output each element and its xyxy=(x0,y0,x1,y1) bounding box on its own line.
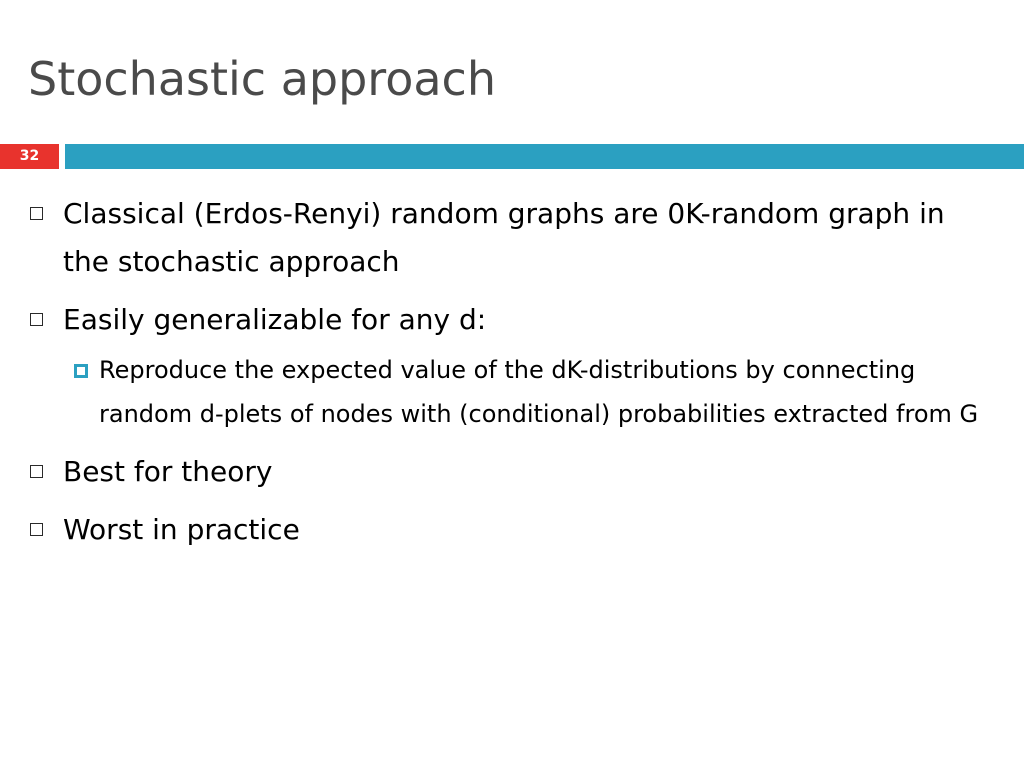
hollow-square-bullet-icon xyxy=(30,465,43,478)
filled-square-bullet-icon xyxy=(74,364,88,378)
bullet-text: Best for theory xyxy=(63,455,273,488)
hollow-square-bullet-icon xyxy=(30,523,43,536)
bullet-text: Worst in practice xyxy=(63,513,300,546)
bullet-item xyxy=(63,448,968,496)
header-accent-bar xyxy=(65,144,1024,169)
bullet-item xyxy=(63,190,968,286)
bullet-text: Easily generalizable for any d: xyxy=(63,303,487,336)
bullet-item xyxy=(63,506,968,554)
bullet-item xyxy=(63,296,968,344)
sub-bullet-item xyxy=(99,348,979,436)
slide-title: Stochastic approach xyxy=(28,52,496,106)
bullet-text: Classical (Erdos-Renyi) random graphs are 0K-random graph in the stochastic approach xyxy=(63,197,945,278)
slide-content xyxy=(0,190,1024,564)
hollow-square-bullet-icon xyxy=(30,313,43,326)
sub-bullet-text: Reproduce the expected value of the dK-distributions by connecting random d-plets of nodes with (conditional) probabilities extracted from G xyxy=(99,356,979,428)
slide-number-badge: 32 xyxy=(0,144,59,169)
hollow-square-bullet-icon xyxy=(30,207,43,220)
